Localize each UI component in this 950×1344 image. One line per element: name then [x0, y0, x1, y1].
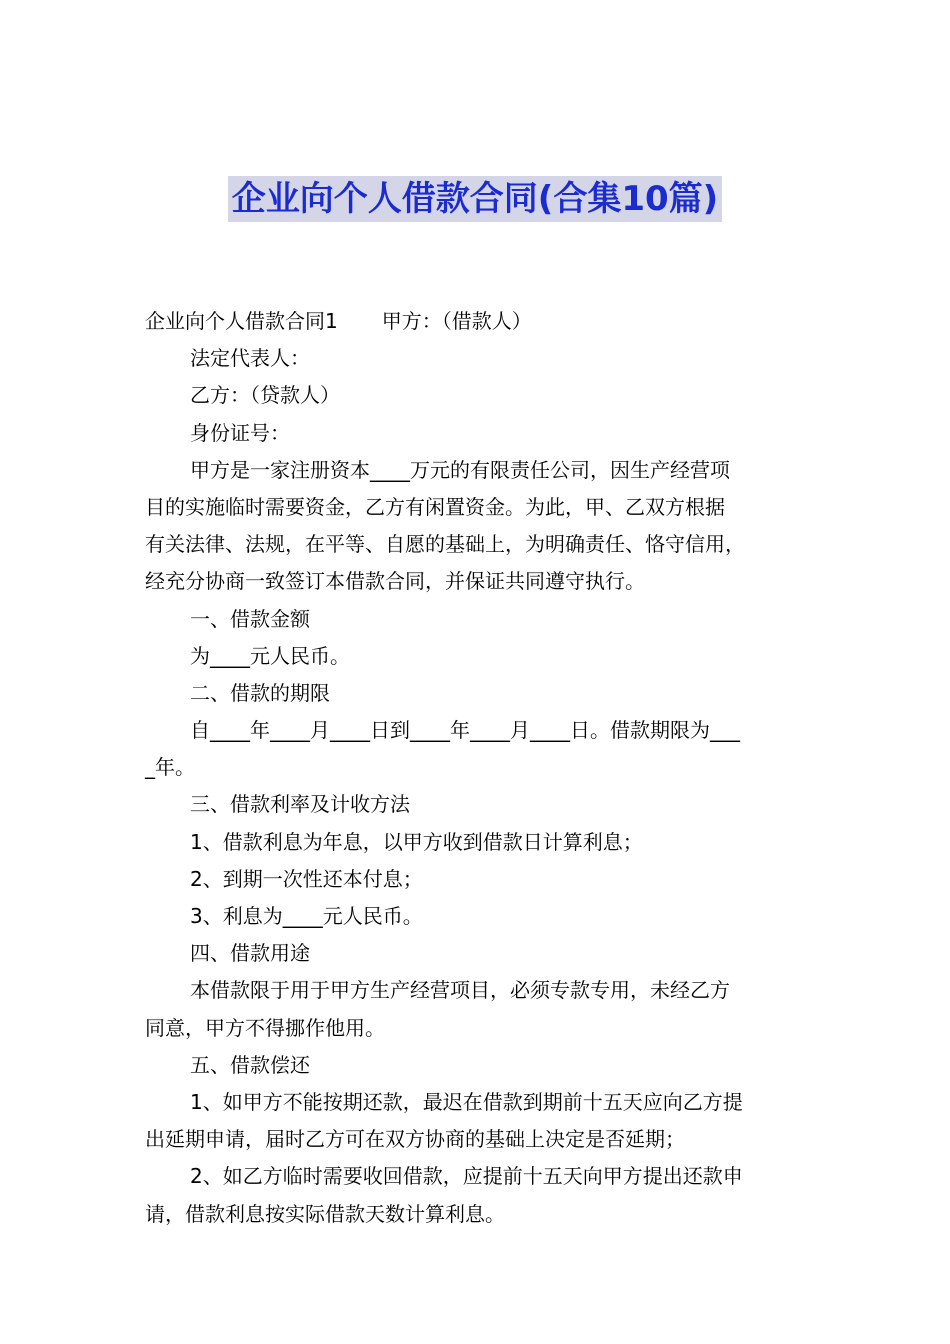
list-item: 3、利息为____元人民币。 [190, 904, 423, 928]
paragraph-line: _年。 [145, 755, 195, 780]
paragraph-line: 本借款限于用于甲方生产经营项目，必须专款专用，未经乙方 [190, 978, 730, 1003]
list-item: 1、如甲方不能按期还款，最迟在借款到期前十五天应向乙方提 [190, 1089, 743, 1114]
document-body [145, 303, 810, 1233]
paragraph-line: 有关法律、法规，在平等、自愿的基础上，为明确责任、恪守信用， [145, 532, 745, 557]
paragraph-line: 请，借款利息按实际借款天数计算利息。 [145, 1201, 505, 1226]
paragraph-line: 目的实施临时需要资金，乙方有闲置资金。为此，甲、乙双方根据 [145, 494, 725, 519]
paragraph-line: 法定代表人： [190, 346, 310, 371]
paragraph-line: 甲方是一家注册资本____万元的有限责任公司，因生产经营项 [190, 457, 730, 482]
section-heading: 四、借款用途 [190, 941, 310, 966]
party-a-label: 甲方：（借款人） [381, 309, 532, 333]
list-item: 2、到期一次性还本付息； [190, 866, 423, 891]
paragraph-line: 出延期申请，届时乙方可在双方协商的基础上决定是否延期； [145, 1127, 685, 1152]
contract-heading: 企业向个人借款合同1 [145, 309, 338, 333]
paragraph-line: 乙方：（贷款人） [190, 383, 340, 408]
section-heading: 一、借款金额 [190, 606, 310, 631]
document-title-text: 企业向个人借款合同(合集10篇) [228, 176, 722, 222]
paragraph-line: 自____年____月____日到____年____月____日。借款期限为___ [190, 718, 740, 743]
paragraph-line: 经充分协商一致签订本借款合同，并保证共同遵守执行。 [145, 569, 645, 594]
paragraph-line: 身份证号： [190, 420, 290, 445]
paragraph-line: 为____元人民币。 [190, 643, 350, 668]
section-heading: 五、借款偿还 [190, 1052, 310, 1077]
document-title [0, 176, 950, 222]
contract-heading-line [145, 303, 810, 340]
list-item: 2、如乙方临时需要收回借款，应提前十五天向甲方提出还款申 [190, 1164, 743, 1189]
section-heading: 三、借款利率及计收方法 [190, 792, 410, 817]
paragraph-line: 同意，甲方不得挪作他用。 [145, 1015, 385, 1040]
section-heading: 二、借款的期限 [190, 680, 330, 705]
list-item: 1、借款利息为年息，以甲方收到借款日计算利息； [190, 829, 643, 854]
